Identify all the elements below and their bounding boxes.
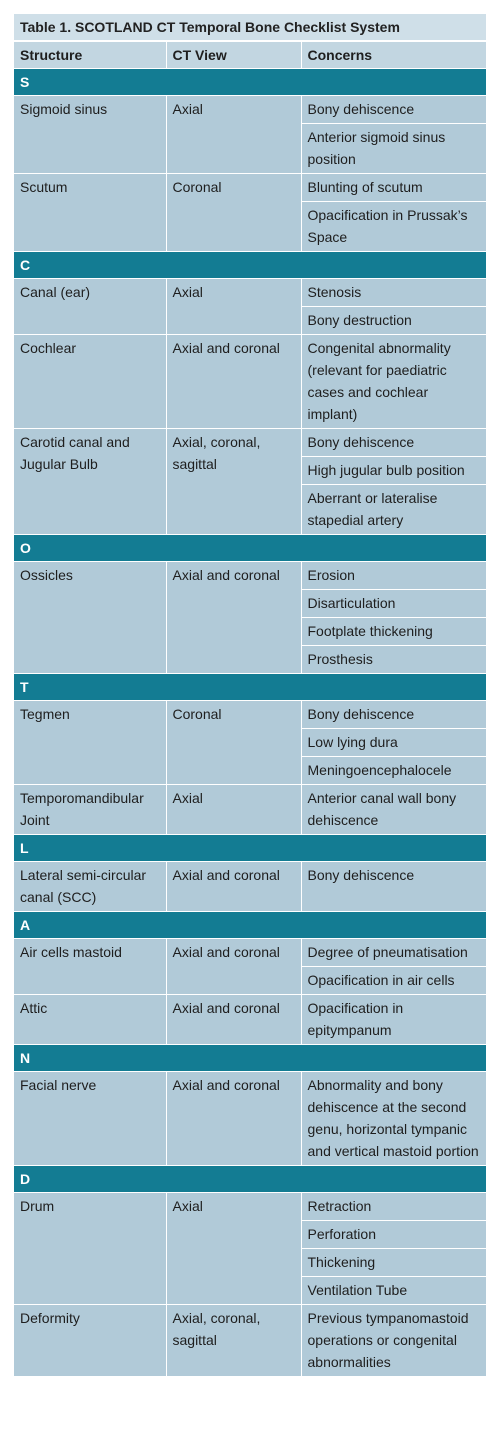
section-header-row [14,251,486,278]
structure-cell: Attic [14,994,166,1044]
concern-cell: Low lying dura [301,728,486,756]
section-letter: A [14,911,486,938]
table-row [14,1304,486,1376]
structure-cell: Temporomandibular Joint [14,784,166,834]
ct-view-cell: Axial and coronal [166,561,301,673]
concern-cell: Retraction [301,1192,486,1220]
table-row [14,1071,486,1165]
section-letter: N [14,1044,486,1071]
concern-cell: Disarticulation [301,589,486,617]
concern-cell: Bony dehiscence [301,700,486,728]
concern-cell: Opacification in Prussak’s Space [301,201,486,251]
section-letter: C [14,251,486,278]
concern-cell: Prosthesis [301,645,486,673]
ct-view-cell: Axial [166,1192,301,1304]
header-concerns: Concerns [301,41,486,68]
structure-cell: Scutum [14,173,166,251]
ct-view-cell: Axial, coronal, sagittal [166,428,301,534]
structure-cell: Facial nerve [14,1071,166,1165]
ct-view-cell: Axial and coronal [166,938,301,994]
section-header-row [14,1165,486,1192]
concern-cell: Congenital abnormality (relevant for paediatric cases and cochlear implant) [301,334,486,428]
table-row [14,938,486,966]
checklist-table [14,14,486,1377]
concern-cell: Bony dehiscence [301,428,486,456]
ct-view-cell: Axial [166,95,301,173]
concern-cell: Opacification in air cells [301,966,486,994]
structure-cell: Tegmen [14,700,166,784]
concern-cell: Thickening [301,1248,486,1276]
table-row [14,173,486,201]
table-row [14,1192,486,1220]
concern-cell: Bony dehiscence [301,861,486,911]
concern-cell: Stenosis [301,278,486,306]
section-header-row [14,834,486,861]
concern-cell: Anterior sigmoid sinus position [301,123,486,173]
structure-cell: Cochlear [14,334,166,428]
structure-cell: Air cells mastoid [14,938,166,994]
section-letter: L [14,834,486,861]
column-header-row [14,41,486,68]
concern-cell: Bony destruction [301,306,486,334]
section-header-row [14,673,486,700]
section-letter: O [14,534,486,561]
table-row [14,994,486,1044]
concern-cell: Footplate thickening [301,617,486,645]
concern-cell: Meningoencephalocele [301,756,486,784]
ct-view-cell: Axial, coronal, sagittal [166,1304,301,1376]
ct-view-cell: Coronal [166,173,301,251]
table-row [14,95,486,123]
table-row [14,428,486,456]
table-row [14,561,486,589]
concern-cell: Bony dehiscence [301,95,486,123]
concern-cell: Erosion [301,561,486,589]
ct-view-cell: Axial [166,278,301,334]
ct-view-cell: Axial and coronal [166,994,301,1044]
section-letter: T [14,673,486,700]
header-ct-view: CT View [166,41,301,68]
ct-view-cell: Axial [166,784,301,834]
table-row [14,784,486,834]
section-letter: S [14,68,486,95]
structure-cell: Sigmoid sinus [14,95,166,173]
ct-view-cell: Coronal [166,700,301,784]
concern-cell: Previous tympanomastoid operations or congenital abnormalities [301,1304,486,1376]
concern-cell: Opacification in epitympanum [301,994,486,1044]
section-letter: D [14,1165,486,1192]
concern-cell: Anterior canal wall bony dehiscence [301,784,486,834]
table-row [14,334,486,428]
structure-cell: Carotid canal and Jugular Bulb [14,428,166,534]
concern-cell: Abnormality and bony dehiscence at the second genu, horizontal tympanic and vertical mastoid portion [301,1071,486,1165]
section-header-row [14,911,486,938]
ct-view-cell: Axial and coronal [166,1071,301,1165]
concern-cell: Perforation [301,1220,486,1248]
table-row [14,278,486,306]
structure-cell: Canal (ear) [14,278,166,334]
section-header-row [14,534,486,561]
section-header-row [14,1044,486,1071]
structure-cell: Lateral semi-circular canal (SCC) [14,861,166,911]
header-structure: Structure [14,41,166,68]
structure-cell: Drum [14,1192,166,1304]
structure-cell: Ossicles [14,561,166,673]
title-row [14,14,486,41]
concern-cell: Blunting of scutum [301,173,486,201]
concern-cell: High jugular bulb position [301,456,486,484]
section-header-row [14,68,486,95]
concern-cell: Aberrant or lateralise stapedial artery [301,484,486,534]
table-row [14,700,486,728]
ct-view-cell: Axial and coronal [166,334,301,428]
table-title: Table 1. SCOTLAND CT Temporal Bone Checklist System [14,14,486,41]
ct-view-cell: Axial and coronal [166,861,301,911]
concern-cell: Ventilation Tube [301,1276,486,1304]
concern-cell: Degree of pneumatisation [301,938,486,966]
table-body [14,14,486,1376]
table-row [14,861,486,911]
structure-cell: Deformity [14,1304,166,1376]
